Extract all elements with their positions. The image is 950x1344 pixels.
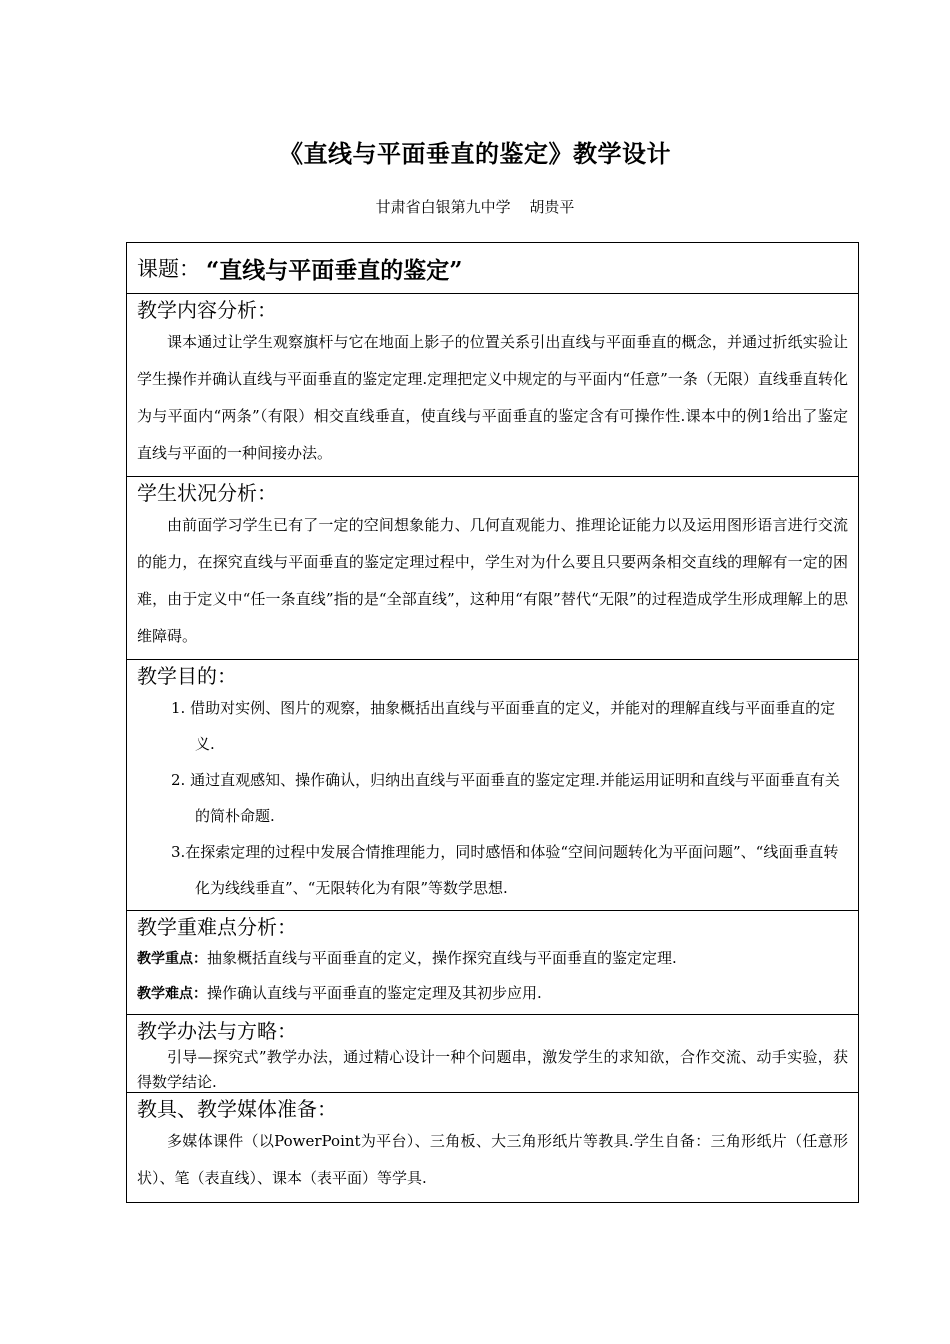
topic-section <box>127 243 858 293</box>
student-analysis-heading: 学生状况分析： <box>137 481 277 505</box>
goals-heading: 教学目的： <box>137 664 237 688</box>
focus-text: 抽象概括直线与平面垂直的定义，操作探究直线与平面垂直的鉴定定理. <box>207 949 677 967</box>
media-section <box>127 1092 858 1202</box>
goals-section <box>127 659 858 910</box>
key-points-section <box>127 910 858 1014</box>
media-heading: 教具、教学媒体准备： <box>137 1097 337 1121</box>
student-analysis-section <box>127 476 858 659</box>
key-points-heading: 教学重难点分析： <box>137 915 297 939</box>
document-title: 《直线与平面垂直的鉴定》教学设计 <box>279 139 671 168</box>
focus-line <box>137 941 848 976</box>
content-analysis-body: 课本通过让学生观察旗杆与它在地面上影子的位置关系引出直线与平面垂直的概念，并通过折纸实验让学生操作并确认直线与平面垂直的鉴定定理.定理把定义中规定的与平面内“任意”一条（无限）直线垂直转化为与平面内“两条”（有限）相交直线垂直，使直线与平面垂直的鉴定含有可操作性.课本中的例1给出了鉴定直线与平面的一种间接办法。 <box>137 333 848 462</box>
difficulty-label: 教学难点： <box>137 986 207 1002</box>
topic-label: 课题： <box>137 257 200 281</box>
media-body: 多媒体课件（以PowerPoint为平台）、三角板、大三角形纸片等教具.学生自备：三角形纸片（任意形状）、笔（表直线）、课本（表平面）等学具. <box>137 1132 848 1187</box>
goal-item: 2. 通过直观感知、操作确认，归纳出直线与平面垂直的鉴定定理.并能运用证明和直线与平面垂直有关的简朴命题. <box>171 771 840 825</box>
student-analysis-body: 由前面学习学生已有了一定的空间想象能力、几何直观能力、推理论证能力以及运用图形语言进行交流的能力，在探究直线与平面垂直的鉴定定理过程中，学生对为什么要且只要两条相交直线的理解有一定的困难，由于定义中“任一条直线”指的是“全部直线”，这种用“有限”替代“无限”的过程造成学生形成理解上的思维障碍。 <box>137 516 848 645</box>
difficulty-text: 操作确认直线与平面垂直的鉴定定理及其初步应用. <box>207 984 542 1002</box>
lesson-plan-table <box>126 242 859 1203</box>
methods-body: 引导—探究式”教学办法，通过精心设计一种个问题串，激发学生的求知欲，合作交流、动手实验，获得数学结论. <box>137 1048 848 1091</box>
methods-heading: 教学办法与方略： <box>137 1019 297 1043</box>
topic-value: “直线与平面垂直的鉴定” <box>206 256 463 284</box>
goal-item: 1. 借助对实例、图片的观察，抽象概括出直线与平面垂直的定义，并能对的理解直线与平面垂直的定义. <box>171 699 836 753</box>
content-analysis-section <box>127 293 858 476</box>
difficulty-line <box>137 976 848 1011</box>
focus-label: 教学重点： <box>137 951 207 967</box>
content-analysis-heading: 教学内容分析： <box>137 298 277 322</box>
author-line: 甘肃省白银第九中学 胡贵平 <box>375 198 575 216</box>
methods-section <box>127 1014 858 1092</box>
goal-item: 3.在探索定理的过程中发展合情推理能力，同时感悟和体验“空间问题转化为平面问题”、“线面垂直转化为线线垂直”、“无限转化为有限”等数学思想. <box>171 843 839 897</box>
